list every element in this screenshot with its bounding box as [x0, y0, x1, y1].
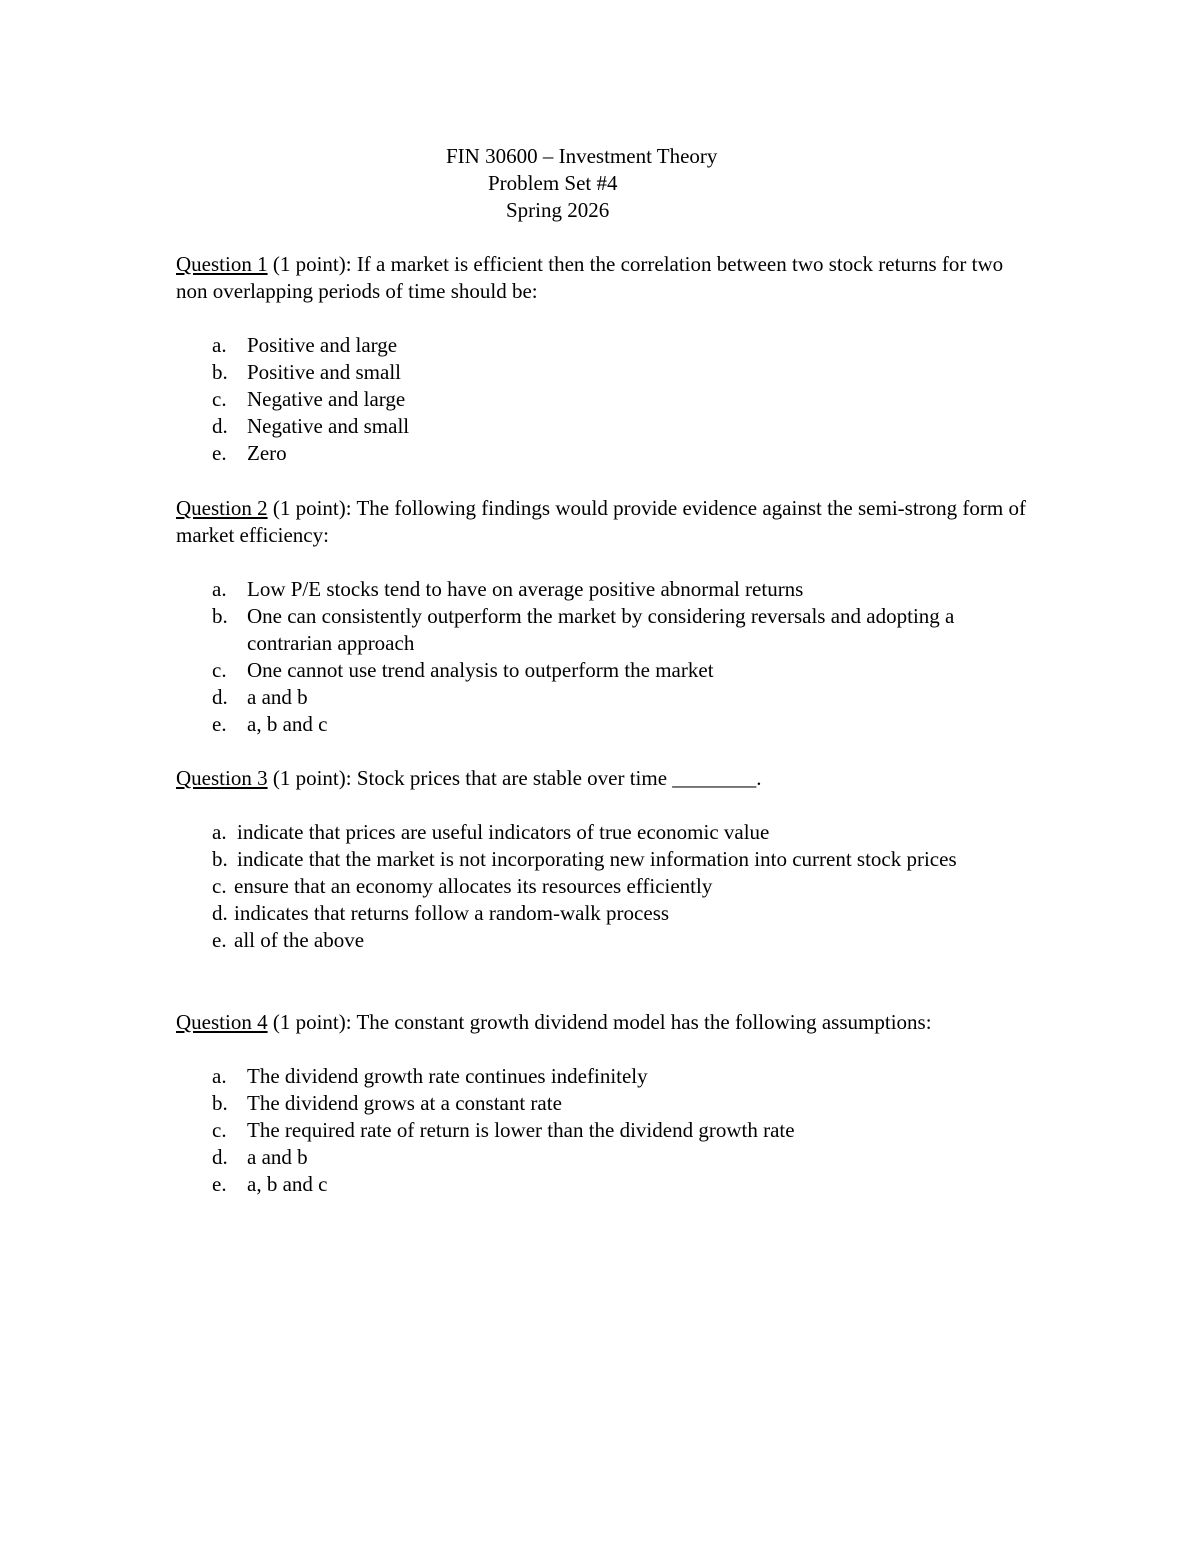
question-1-text: (1 point): If a market is efficient then the correlation between two stock returns for two non overlapping periods of time should be: [176, 252, 1004, 303]
option-text: One can consistently outperform the market by considering reversals and adopting a contrarian approach [247, 604, 955, 655]
option-letter: c. [212, 1118, 227, 1142]
option-letter: c. [212, 387, 227, 411]
option-letter: c. [212, 658, 227, 682]
option-text: Negative and large [247, 387, 406, 411]
problem-set-title: Problem Set #4 [488, 171, 618, 195]
option-4a [176, 1063, 1037, 1090]
option-text: Low P/E stocks tend to have on average positive abnormal returns [247, 577, 804, 601]
option-letter: a. [212, 1064, 227, 1088]
option-text: Zero [247, 441, 287, 465]
question-2 [176, 495, 1036, 738]
option-text: ensure that an economy allocates its resources efficiently [234, 874, 713, 898]
option-letter: b. [212, 604, 228, 628]
question-4-label: Question 4 [176, 1010, 268, 1034]
option-text: Negative and small [247, 414, 410, 438]
option-1e [176, 440, 1037, 467]
question-2-options [176, 576, 1036, 738]
option-letter: e. [212, 1172, 227, 1196]
option-text: a, b and c [247, 1172, 328, 1196]
question-1 [176, 251, 1036, 467]
option-letter: d. [212, 1145, 228, 1169]
option-1b [176, 359, 1037, 386]
option-text: indicate that the market is not incorporating new information into current stock prices [237, 847, 957, 871]
option-text: indicates that returns follow a random-walk process [234, 901, 670, 925]
option-letter: e. [212, 712, 227, 736]
option-text: all of the above [234, 928, 365, 952]
option-letter: d. [212, 414, 228, 438]
option-1c [176, 386, 1037, 413]
option-2b [176, 603, 1037, 657]
option-2e [176, 711, 1037, 738]
option-text: Positive and small [247, 360, 401, 384]
question-3-prompt [176, 765, 1036, 792]
question-3-label: Question 3 [176, 766, 268, 790]
option-text: The required rate of return is lower than the dividend growth rate [247, 1118, 795, 1142]
option-letter: a. [212, 333, 227, 357]
option-3e [176, 927, 1024, 954]
question-4-text: (1 point): The constant growth dividend model has the following assumptions: [267, 1010, 932, 1034]
option-letter: e. [212, 441, 227, 465]
option-4d [176, 1144, 1037, 1171]
course-title: FIN 30600 – Investment Theory [446, 144, 718, 168]
option-3b [176, 846, 1027, 873]
option-text: One cannot use trend analysis to outperform the market [247, 658, 714, 682]
option-letter: b. [212, 847, 228, 871]
option-text: a and b [247, 685, 308, 709]
option-text: Positive and large [247, 333, 398, 357]
option-letter: c. [212, 874, 227, 898]
term-label: Spring 2026 [506, 198, 610, 222]
option-2c [176, 657, 1037, 684]
option-4b [176, 1090, 1037, 1117]
option-letter: a. [212, 577, 227, 601]
option-text: a and b [247, 1145, 308, 1169]
question-4-prompt [176, 1009, 1036, 1036]
option-4e [176, 1171, 1037, 1198]
question-2-text: (1 point): The following findings would provide evidence against the semi-strong form of market efficiency: [176, 496, 1026, 547]
option-4c [176, 1117, 1037, 1144]
option-2a [176, 576, 1037, 603]
option-3a [176, 819, 1027, 846]
option-text: The dividend growth rate continues indefinitely [247, 1064, 648, 1088]
option-1d [176, 413, 1037, 440]
question-1-label: Question 1 [176, 252, 268, 276]
option-1a [176, 332, 1037, 359]
question-1-options [176, 332, 1036, 467]
option-text: a, b and c [247, 712, 328, 736]
option-2d [176, 684, 1037, 711]
question-1-prompt [176, 251, 1036, 305]
question-2-prompt [176, 495, 1036, 549]
option-3d [176, 900, 1024, 927]
question-3-text: (1 point): Stock prices that are stable over time ________. [267, 766, 762, 790]
question-2-label: Question 2 [176, 496, 268, 520]
question-3-options [176, 819, 1036, 954]
option-letter: b. [212, 1091, 228, 1115]
question-4 [176, 1009, 1036, 1198]
option-text: The dividend grows at a constant rate [247, 1091, 562, 1115]
option-letter: d. [212, 901, 228, 925]
option-letter: a. [212, 820, 227, 844]
option-letter: e. [212, 928, 227, 952]
question-4-options [176, 1063, 1036, 1198]
option-letter: d. [212, 685, 228, 709]
question-3 [176, 765, 1036, 954]
option-text: indicate that prices are useful indicators of true economic value [237, 820, 770, 844]
option-letter: b. [212, 360, 228, 384]
option-3c [176, 873, 1024, 900]
